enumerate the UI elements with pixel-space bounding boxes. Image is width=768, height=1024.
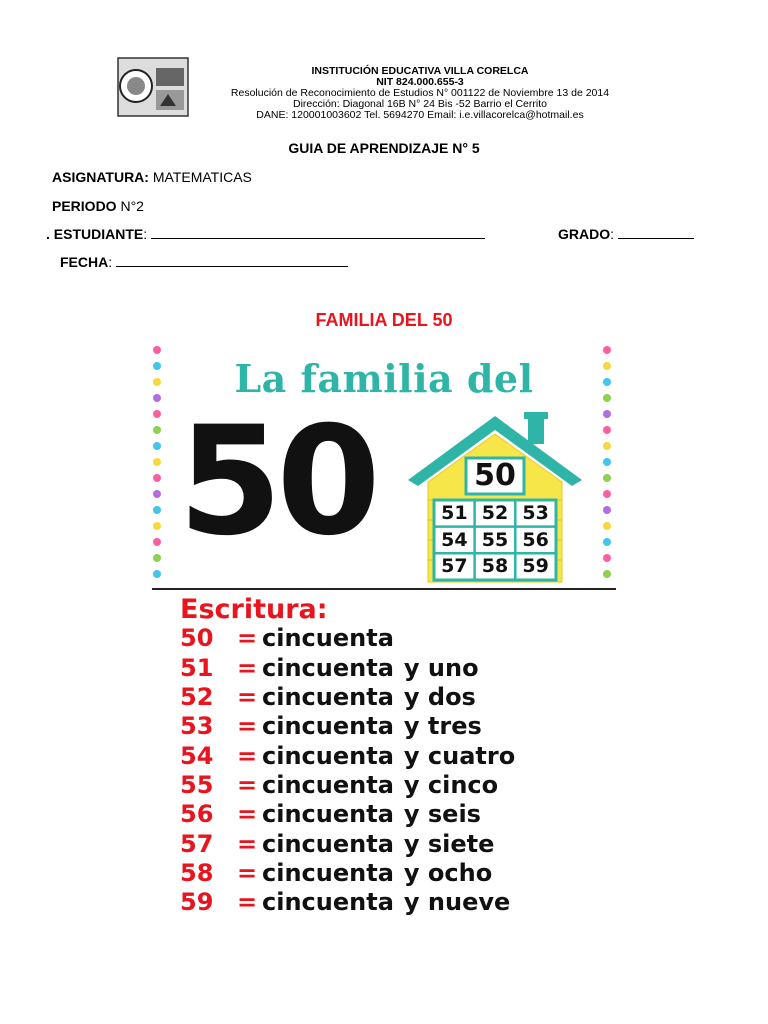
- writing-row: [180, 654, 479, 683]
- equals-sign: =: [236, 830, 258, 858]
- row-number: 57: [180, 830, 214, 858]
- writing-row: [180, 624, 394, 653]
- row-unit-word: y cuatro: [403, 742, 516, 770]
- row-unit-word: y siete: [403, 830, 495, 858]
- school-logo: [116, 56, 190, 118]
- picture-title: La familia del: [234, 356, 534, 401]
- row-word: cincuenta: [262, 771, 394, 799]
- writing-row: [180, 888, 510, 917]
- periodo-label: PERIODO: [52, 198, 117, 214]
- writing-row: [180, 859, 492, 888]
- equals-sign: =: [236, 624, 258, 652]
- fecha-label: FECHA: [60, 254, 109, 270]
- house-number: 50: [474, 458, 516, 493]
- row-word: cincuenta: [262, 742, 394, 770]
- institution-contact: DANE: 120001003602 Tel. 5694270 Email: i.e.villacorelca@hotmail.es: [256, 109, 584, 121]
- row-unit-word: y tres: [403, 712, 482, 740]
- grid-cell: 59: [522, 555, 549, 578]
- estudiante-field: . ESTUDIANTE:: [46, 226, 485, 242]
- institution-header: [190, 66, 650, 121]
- row-word: cincuenta: [262, 859, 394, 887]
- institution-address: Dirección: Diagonal 16B N° 24 Bis -52 Barrio el Cerrito: [293, 98, 547, 110]
- institution-name: INSTITUCIÓN EDUCATIVA VILLA CORELCA: [311, 65, 529, 77]
- picture-divider: [152, 588, 616, 590]
- grado-blank[interactable]: [618, 226, 694, 239]
- estudiante-label: . ESTUDIANTE: [46, 226, 144, 242]
- asignatura-value: MATEMATICAS: [148, 169, 252, 185]
- grid-cell: 51: [441, 502, 468, 524]
- equals-sign: =: [236, 888, 258, 916]
- writing-row: [180, 742, 515, 771]
- grid-cell: 54: [441, 528, 468, 551]
- institution-nit: NIT 824.000.655-3: [376, 76, 464, 88]
- row-number: 54: [180, 742, 214, 770]
- equals-sign: =: [236, 771, 258, 799]
- row-number: 55: [180, 771, 214, 799]
- row-number: 58: [180, 859, 214, 887]
- guide-title: GUIA DE APRENDIZAJE N° 5: [288, 140, 480, 156]
- equals-sign: =: [236, 859, 258, 887]
- row-number: 51: [180, 654, 214, 682]
- estudiante-blank[interactable]: [151, 226, 485, 239]
- asignatura-field: [52, 169, 252, 185]
- fecha-field: FECHA:: [60, 254, 348, 270]
- institution-resolution: Resolución de Reconocimiento de Estudios N° 001122 de Noviembre 13 de 2014: [230, 87, 610, 99]
- row-word: cincuenta: [262, 830, 394, 858]
- grid-cell: 53: [522, 502, 549, 524]
- periodo-value: N°2: [116, 198, 144, 214]
- row-number: 53: [180, 712, 214, 740]
- grid-cell: 52: [481, 502, 509, 524]
- row-word: cincuenta: [262, 712, 394, 740]
- writing-row: [180, 800, 481, 829]
- equals-sign: =: [236, 654, 258, 682]
- row-unit-word: y dos: [403, 683, 476, 711]
- grado-label: GRADO: [558, 226, 611, 242]
- writing-row: [180, 712, 482, 741]
- row-word: cincuenta: [262, 624, 394, 652]
- row-unit-word: y uno: [403, 654, 479, 682]
- row-word: cincuenta: [262, 800, 394, 828]
- number-house: [404, 410, 586, 586]
- row-unit-word: y cinco: [403, 771, 499, 799]
- writing-row: [180, 683, 476, 712]
- row-word: cincuenta: [262, 683, 394, 711]
- grid-cell: 58: [481, 555, 509, 578]
- equals-sign: =: [236, 712, 258, 740]
- fecha-blank[interactable]: [116, 254, 348, 267]
- writing-title: Escritura:: [180, 594, 328, 625]
- family-title: FAMILIA DEL 50: [315, 310, 453, 330]
- grid-cell: 57: [441, 555, 468, 578]
- row-number: 56: [180, 800, 214, 828]
- asignatura-label: ASIGNATURA:: [52, 169, 149, 185]
- writing-row: [180, 771, 498, 800]
- writing-row: [180, 830, 494, 859]
- family-picture: [152, 342, 616, 588]
- periodo-field: [52, 198, 144, 214]
- row-word: cincuenta: [262, 654, 394, 682]
- equals-sign: =: [236, 800, 258, 828]
- row-number: 52: [180, 683, 214, 711]
- equals-sign: =: [236, 683, 258, 711]
- row-word: cincuenta: [262, 888, 394, 916]
- equals-sign: =: [236, 742, 258, 770]
- row-unit-word: y ocho: [403, 859, 493, 887]
- row-number: 59: [180, 888, 214, 916]
- grado-field: GRADO:: [558, 226, 694, 242]
- row-unit-word: y nueve: [403, 888, 511, 916]
- grid-cell: 55: [481, 528, 509, 551]
- row-unit-word: y seis: [403, 800, 481, 828]
- house-grid: [434, 500, 556, 580]
- big-number: 50: [178, 395, 375, 569]
- grid-cell: 56: [522, 528, 549, 551]
- row-number: 50: [180, 624, 214, 652]
